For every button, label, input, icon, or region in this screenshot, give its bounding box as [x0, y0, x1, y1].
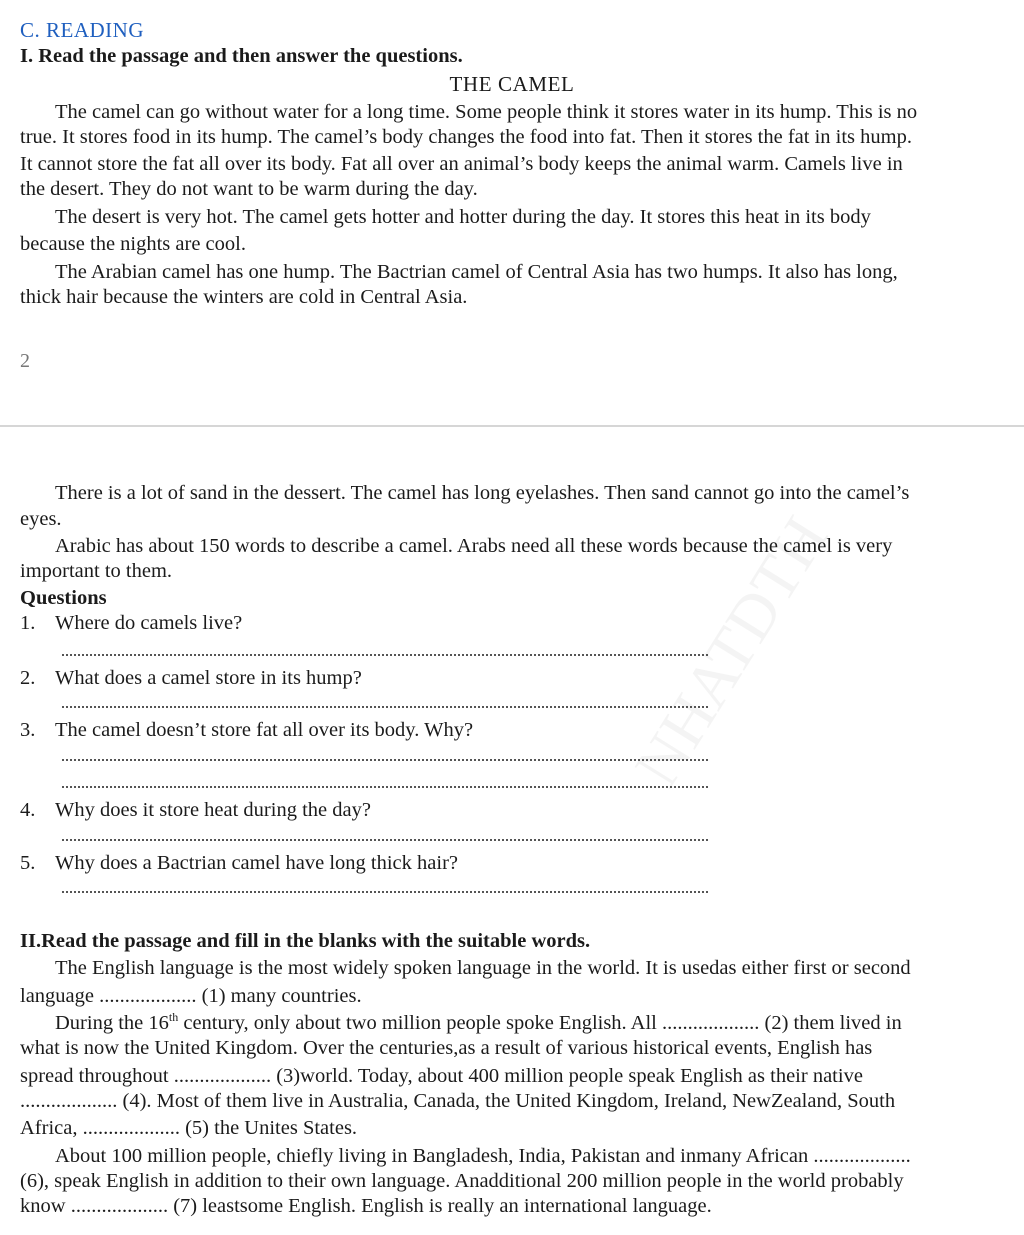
answer-line[interactable] — [62, 654, 708, 656]
answer-line[interactable] — [62, 706, 708, 708]
question-item — [20, 717, 473, 743]
blank-6[interactable]: ................... — [813, 1145, 911, 1167]
question-number: 1. — [20, 612, 36, 634]
passage-line: The camel can go without water for a long time. Some people think it stores water in its hump. This is no — [55, 101, 918, 123]
question-number: 5. — [20, 852, 36, 874]
blank-3[interactable]: ................... — [173, 1065, 272, 1087]
passage-line: The desert is very hot. The camel gets hotter and hotter during the day. It stores this heat in its body — [55, 206, 871, 228]
passage-line: It cannot store the fat all over its body. Fat all over an animal’s body keeps the animal warm. Camels live in — [20, 153, 903, 175]
passage-line: what is now the United Kingdom. Over the centuries,as a result of various historical events, English has — [20, 1037, 873, 1059]
answer-line[interactable] — [62, 759, 708, 761]
passage-line: eyes. — [20, 508, 62, 530]
passage-line: language ................... (1) many countries. — [20, 985, 362, 1007]
question-text: What does a camel store in its hump? — [55, 667, 362, 689]
questions-heading: Questions — [20, 587, 107, 609]
passage-line: thick hair because the winters are cold in Central Asia. — [20, 286, 468, 308]
passage-line: (6), speak English in addition to their own language. Anadditional 200 million people in the world probably — [20, 1170, 904, 1192]
question-text: The camel doesn’t store fat all over its body. Why? — [55, 719, 474, 741]
passage-line: the desert. They do not want to be warm during the day. — [20, 178, 478, 200]
passage-line: important to them. — [20, 560, 173, 582]
passage-line: ................... (4). Most of them live in Australia, Canada, the United Kingdom, Ireland, NewZealand, South — [20, 1090, 896, 1112]
part2-instruction: II.Read the passage and fill in the blanks with the suitable words. — [20, 930, 591, 952]
passage-title: THE CAMEL — [449, 72, 575, 96]
answer-line[interactable] — [62, 839, 708, 841]
question-text: Where do camels live? — [55, 612, 243, 634]
passage-line: spread throughout ................... (3)world. Today, about 400 million people speak English as their native — [20, 1065, 863, 1087]
blank-5[interactable]: ................... — [82, 1117, 180, 1139]
question-number: 4. — [20, 799, 36, 821]
section-heading: C. READING — [20, 18, 144, 42]
blank-2[interactable]: ................... — [662, 1012, 760, 1034]
passage-line: because the nights are cool. — [20, 233, 246, 255]
passage-line: Africa, ................... (5) the Unites States. — [20, 1117, 358, 1139]
passage-line: During the 16th century, only about two million people spoke English. All ................... (2) them lived in — [55, 1010, 902, 1034]
passage-line: About 100 million people, chiefly living in Bangladesh, India, Pakistan and inmany African ................... — [55, 1145, 911, 1167]
question-item — [20, 610, 242, 636]
passage-line: The English language is the most widely spoken language in the world. It is usedas either first or second — [55, 957, 911, 979]
blank-1[interactable]: ................... — [99, 985, 197, 1007]
passage-line: The Arabian camel has one hump. The Bactrian camel of Central Asia has two humps. It also has long, — [55, 261, 898, 283]
question-item — [20, 665, 362, 691]
question-item — [20, 850, 458, 876]
passage-line: true. It stores food in its hump. The camel’s body changes the food into fat. Then it stores the fat in its hump. — [20, 126, 912, 148]
question-number: 2. — [20, 667, 36, 689]
passage-line: There is a lot of sand in the dessert. The camel has long eyelashes. Then sand cannot go into the camel’s — [55, 482, 910, 504]
blank-4[interactable]: ................... — [20, 1090, 118, 1112]
question-text: Why does a Bactrian camel have long thick hair? — [55, 852, 459, 874]
part1-instruction: I. Read the passage and then answer the questions. — [20, 45, 463, 67]
question-item — [20, 797, 371, 823]
passage-line: know ................... (7) leastsome English. English is really an international language. — [20, 1195, 712, 1217]
page-break-divider — [0, 425, 1024, 427]
page-number: 2 — [20, 350, 30, 372]
answer-line[interactable] — [62, 786, 708, 788]
passage-line: Arabic has about 150 words to describe a camel. Arabs need all these words because the camel is very — [55, 535, 893, 557]
answer-line[interactable] — [62, 891, 708, 893]
blank-7[interactable]: ................... — [70, 1195, 169, 1217]
question-number: 3. — [20, 719, 36, 741]
question-text: Why does it store heat during the day? — [55, 799, 371, 821]
